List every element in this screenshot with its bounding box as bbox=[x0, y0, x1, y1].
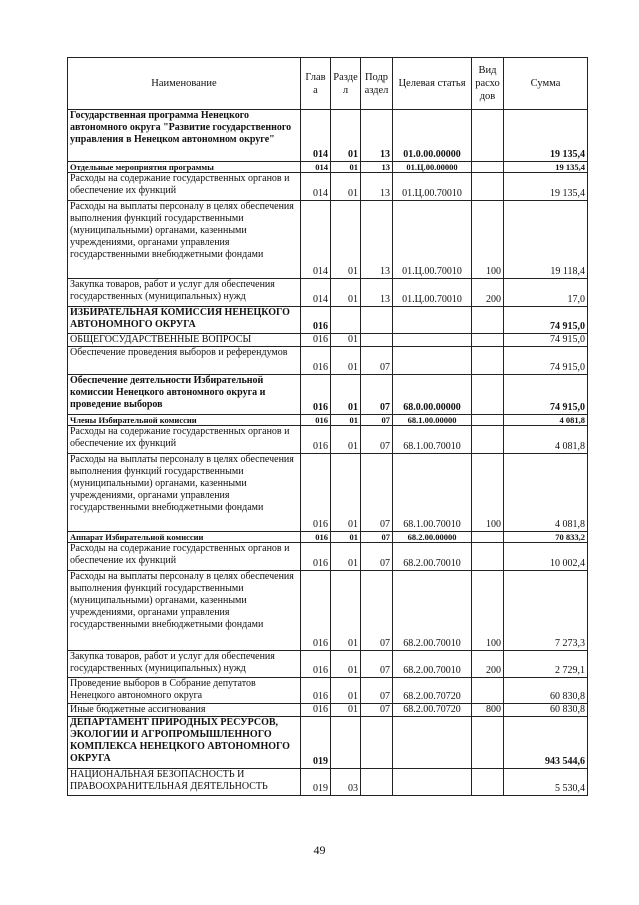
table-row bbox=[68, 415, 588, 426]
table-row bbox=[68, 678, 588, 704]
row-expense-type bbox=[472, 334, 504, 347]
table-row bbox=[68, 279, 588, 307]
row-glava: 016 bbox=[301, 334, 331, 347]
row-name: ОБЩЕГОСУДАРСТВЕННЫЕ ВОПРОСЫ bbox=[68, 334, 301, 347]
row-podrazdel: 13 bbox=[361, 162, 393, 173]
row-glava: 014 bbox=[301, 162, 331, 173]
row-target-article bbox=[393, 334, 472, 347]
row-podrazdel: 07 bbox=[361, 415, 393, 426]
row-target-article: 68.2.00.00000 bbox=[393, 532, 472, 543]
row-razdel: 03 bbox=[331, 769, 361, 796]
header-target-article: Целевая статья bbox=[393, 58, 472, 110]
row-expense-type: 200 bbox=[472, 651, 504, 678]
row-glava: 016 bbox=[301, 651, 331, 678]
row-sum: 70 833,2 bbox=[504, 532, 588, 543]
row-sum: 60 830,8 bbox=[504, 678, 588, 704]
row-target-article bbox=[393, 347, 472, 375]
row-sum: 943 544,6 bbox=[504, 717, 588, 769]
row-name: Расходы на выплаты персоналу в целях обеспечения выполнения функций государственными (муниципальными) органами, казенными учреждениями, органами управления государственными внебюджетными фондами bbox=[68, 454, 301, 532]
table-row bbox=[68, 454, 588, 532]
table-row bbox=[68, 201, 588, 279]
row-target-article: 68.1.00.70010 bbox=[393, 454, 472, 532]
row-podrazdel: 07 bbox=[361, 454, 393, 532]
row-expense-type bbox=[472, 543, 504, 571]
row-expense-type bbox=[472, 426, 504, 454]
header-glava: Глав а bbox=[301, 58, 331, 110]
row-target-article: 01.0.00.00000 bbox=[393, 110, 472, 162]
row-podrazdel: 13 bbox=[361, 279, 393, 307]
row-sum: 4 081,8 bbox=[504, 454, 588, 532]
row-glava: 016 bbox=[301, 532, 331, 543]
budget-table bbox=[67, 57, 588, 796]
row-name: Аппарат Избирательной комиссии bbox=[68, 532, 301, 543]
row-sum: 19 135,4 bbox=[504, 173, 588, 201]
row-podrazdel: 07 bbox=[361, 347, 393, 375]
row-name: Иные бюджетные ассигнования bbox=[68, 704, 301, 717]
row-glava: 016 bbox=[301, 375, 331, 415]
row-expense-type bbox=[472, 678, 504, 704]
row-expense-type bbox=[472, 717, 504, 769]
row-podrazdel bbox=[361, 769, 393, 796]
row-name: Расходы на содержание государственных органов и обеспечение их функций bbox=[68, 173, 301, 201]
row-target-article: 01.Ц.00.70010 bbox=[393, 201, 472, 279]
row-razdel: 01 bbox=[331, 162, 361, 173]
header-razdel: Разде л bbox=[331, 58, 361, 110]
row-podrazdel bbox=[361, 717, 393, 769]
row-razdel: 01 bbox=[331, 426, 361, 454]
row-target-article: 01.Ц.00.70010 bbox=[393, 173, 472, 201]
row-expense-type: 200 bbox=[472, 279, 504, 307]
row-expense-type bbox=[472, 162, 504, 173]
row-podrazdel: 07 bbox=[361, 375, 393, 415]
row-razdel: 01 bbox=[331, 415, 361, 426]
header-podrazdel: Подр аздел bbox=[361, 58, 393, 110]
row-target-article: 68.2.00.70010 bbox=[393, 571, 472, 651]
row-podrazdel bbox=[361, 307, 393, 334]
table-row bbox=[68, 532, 588, 543]
row-name: Расходы на выплаты персоналу в целях обеспечения выполнения функций государственными (муниципальными) органами, казенными учреждениями, органами управления государственными внебюджетными фондами bbox=[68, 201, 301, 279]
row-sum: 10 002,4 bbox=[504, 543, 588, 571]
row-glava: 016 bbox=[301, 426, 331, 454]
table-row bbox=[68, 110, 588, 162]
row-podrazdel bbox=[361, 334, 393, 347]
row-razdel: 01 bbox=[331, 201, 361, 279]
table-row bbox=[68, 704, 588, 717]
table-row bbox=[68, 347, 588, 375]
row-target-article: 68.1.00.00000 bbox=[393, 415, 472, 426]
row-glava: 014 bbox=[301, 173, 331, 201]
row-sum: 7 273,3 bbox=[504, 571, 588, 651]
row-glava: 019 bbox=[301, 717, 331, 769]
row-target-article: 68.2.00.70010 bbox=[393, 651, 472, 678]
table-row bbox=[68, 571, 588, 651]
row-name: Расходы на содержание государственных органов и обеспечение их функций bbox=[68, 426, 301, 454]
row-sum: 4 081,8 bbox=[504, 415, 588, 426]
header-sum: Сумма bbox=[504, 58, 588, 110]
row-target-article: 68.2.00.70720 bbox=[393, 678, 472, 704]
row-sum: 19 135,4 bbox=[504, 162, 588, 173]
row-sum: 74 915,0 bbox=[504, 375, 588, 415]
row-expense-type bbox=[472, 110, 504, 162]
row-glava: 016 bbox=[301, 678, 331, 704]
row-name: Обеспечение деятельности Избирательной комиссии Ненецкого автономного округа и проведение выборов bbox=[68, 375, 301, 415]
row-sum: 19 118,4 bbox=[504, 201, 588, 279]
row-target-article: 68.2.00.70010 bbox=[393, 543, 472, 571]
row-razdel: 01 bbox=[331, 110, 361, 162]
row-glava: 016 bbox=[301, 415, 331, 426]
row-name: Проведение выборов в Собрание депутатов Ненецкого автономного округа bbox=[68, 678, 301, 704]
row-sum: 74 915,0 bbox=[504, 334, 588, 347]
row-razdel: 01 bbox=[331, 334, 361, 347]
row-razdel: 01 bbox=[331, 375, 361, 415]
header-expense-type: Вид расхо дов bbox=[472, 58, 504, 110]
row-podrazdel: 07 bbox=[361, 532, 393, 543]
table-row bbox=[68, 334, 588, 347]
row-glava: 016 bbox=[301, 454, 331, 532]
row-expense-type: 100 bbox=[472, 454, 504, 532]
row-razdel: 01 bbox=[331, 704, 361, 717]
header-name: Наименование bbox=[68, 58, 301, 110]
table-row bbox=[68, 651, 588, 678]
row-podrazdel: 07 bbox=[361, 426, 393, 454]
row-sum: 5 530,4 bbox=[504, 769, 588, 796]
row-razdel: 01 bbox=[331, 347, 361, 375]
row-glava: 019 bbox=[301, 769, 331, 796]
row-razdel: 01 bbox=[331, 651, 361, 678]
page-number: 49 bbox=[313, 843, 326, 857]
row-name: Члены Избирательной комиссии bbox=[68, 415, 301, 426]
row-expense-type: 100 bbox=[472, 571, 504, 651]
row-name: Обеспечение проведения выборов и референдумов bbox=[68, 347, 301, 375]
row-podrazdel: 07 bbox=[361, 704, 393, 717]
row-razdel: 01 bbox=[331, 173, 361, 201]
row-sum: 74 915,0 bbox=[504, 307, 588, 334]
row-name: НАЦИОНАЛЬНАЯ БЕЗОПАСНОСТЬ И ПРАВООХРАНИТЕЛЬНАЯ ДЕЯТЕЛЬНОСТЬ bbox=[68, 769, 301, 796]
row-name: Расходы на выплаты персоналу в целях обеспечения выполнения функций государственными (муниципальными) органами, казенными учреждениями, органами управления государственными внебюджетными фондами bbox=[68, 571, 301, 651]
row-razdel: 01 bbox=[331, 543, 361, 571]
row-podrazdel: 07 bbox=[361, 678, 393, 704]
row-expense-type bbox=[472, 415, 504, 426]
row-razdel bbox=[331, 307, 361, 334]
row-name: Закупка товаров, работ и услуг для обеспечения государственных (муниципальных) нужд bbox=[68, 279, 301, 307]
row-podrazdel: 07 bbox=[361, 543, 393, 571]
row-podrazdel: 13 bbox=[361, 110, 393, 162]
row-expense-type: 100 bbox=[472, 201, 504, 279]
row-target-article: 68.0.00.00000 bbox=[393, 375, 472, 415]
table-row bbox=[68, 173, 588, 201]
table-row bbox=[68, 543, 588, 571]
row-name: Закупка товаров, работ и услуг для обеспечения государственных (муниципальных) нужд bbox=[68, 651, 301, 678]
row-name: Государственная программа Ненецкого автономного округа "Развитие государственного управления в Ненецком автономном округе" bbox=[68, 110, 301, 162]
table-row bbox=[68, 375, 588, 415]
row-sum: 74 915,0 bbox=[504, 347, 588, 375]
row-razdel bbox=[331, 717, 361, 769]
row-target-article: 01.Ц.00.00000 bbox=[393, 162, 472, 173]
row-expense-type bbox=[472, 307, 504, 334]
row-glava: 016 bbox=[301, 704, 331, 717]
row-glava: 014 bbox=[301, 201, 331, 279]
row-sum: 19 135,4 bbox=[504, 110, 588, 162]
row-razdel: 01 bbox=[331, 678, 361, 704]
row-name: Расходы на содержание государственных органов и обеспечение их функций bbox=[68, 543, 301, 571]
row-expense-type bbox=[472, 375, 504, 415]
row-expense-type: 800 bbox=[472, 704, 504, 717]
row-razdel: 01 bbox=[331, 532, 361, 543]
row-expense-type bbox=[472, 347, 504, 375]
row-target-article bbox=[393, 769, 472, 796]
row-sum: 60 830,8 bbox=[504, 704, 588, 717]
row-podrazdel: 07 bbox=[361, 651, 393, 678]
row-target-article bbox=[393, 717, 472, 769]
row-expense-type bbox=[472, 532, 504, 543]
row-glava: 016 bbox=[301, 307, 331, 334]
row-sum: 4 081,8 bbox=[504, 426, 588, 454]
row-glava: 016 bbox=[301, 543, 331, 571]
row-expense-type bbox=[472, 769, 504, 796]
row-glava: 014 bbox=[301, 279, 331, 307]
row-glava: 014 bbox=[301, 110, 331, 162]
row-razdel: 01 bbox=[331, 571, 361, 651]
table-row bbox=[68, 717, 588, 769]
row-target-article: 68.2.00.70720 bbox=[393, 704, 472, 717]
row-name: ДЕПАРТАМЕНТ ПРИРОДНЫХ РЕСУРСОВ, ЭКОЛОГИИ И АГРОПРОМЫШЛЕННОГО КОМПЛЕКСА НЕНЕЦКОГО АВТОНОМНОГО ОКРУГА bbox=[68, 717, 301, 769]
row-podrazdel: 13 bbox=[361, 173, 393, 201]
row-target-article bbox=[393, 307, 472, 334]
row-podrazdel: 07 bbox=[361, 571, 393, 651]
row-sum: 17,0 bbox=[504, 279, 588, 307]
row-razdel: 01 bbox=[331, 454, 361, 532]
row-target-article: 01.Ц.00.70010 bbox=[393, 279, 472, 307]
table-row bbox=[68, 426, 588, 454]
table-row bbox=[68, 769, 588, 796]
row-podrazdel: 13 bbox=[361, 201, 393, 279]
table-header-row bbox=[68, 58, 588, 110]
row-sum: 2 729,1 bbox=[504, 651, 588, 678]
row-expense-type bbox=[472, 173, 504, 201]
row-glava: 016 bbox=[301, 571, 331, 651]
row-name: Отдельные мероприятия программы bbox=[68, 162, 301, 173]
row-glava: 016 bbox=[301, 347, 331, 375]
table-row bbox=[68, 162, 588, 173]
row-name: ИЗБИРАТЕЛЬНАЯ КОМИССИЯ НЕНЕЦКОГО АВТОНОМНОГО ОКРУГА bbox=[68, 307, 301, 334]
row-razdel: 01 bbox=[331, 279, 361, 307]
row-target-article: 68.1.00.70010 bbox=[393, 426, 472, 454]
table-row bbox=[68, 307, 588, 334]
